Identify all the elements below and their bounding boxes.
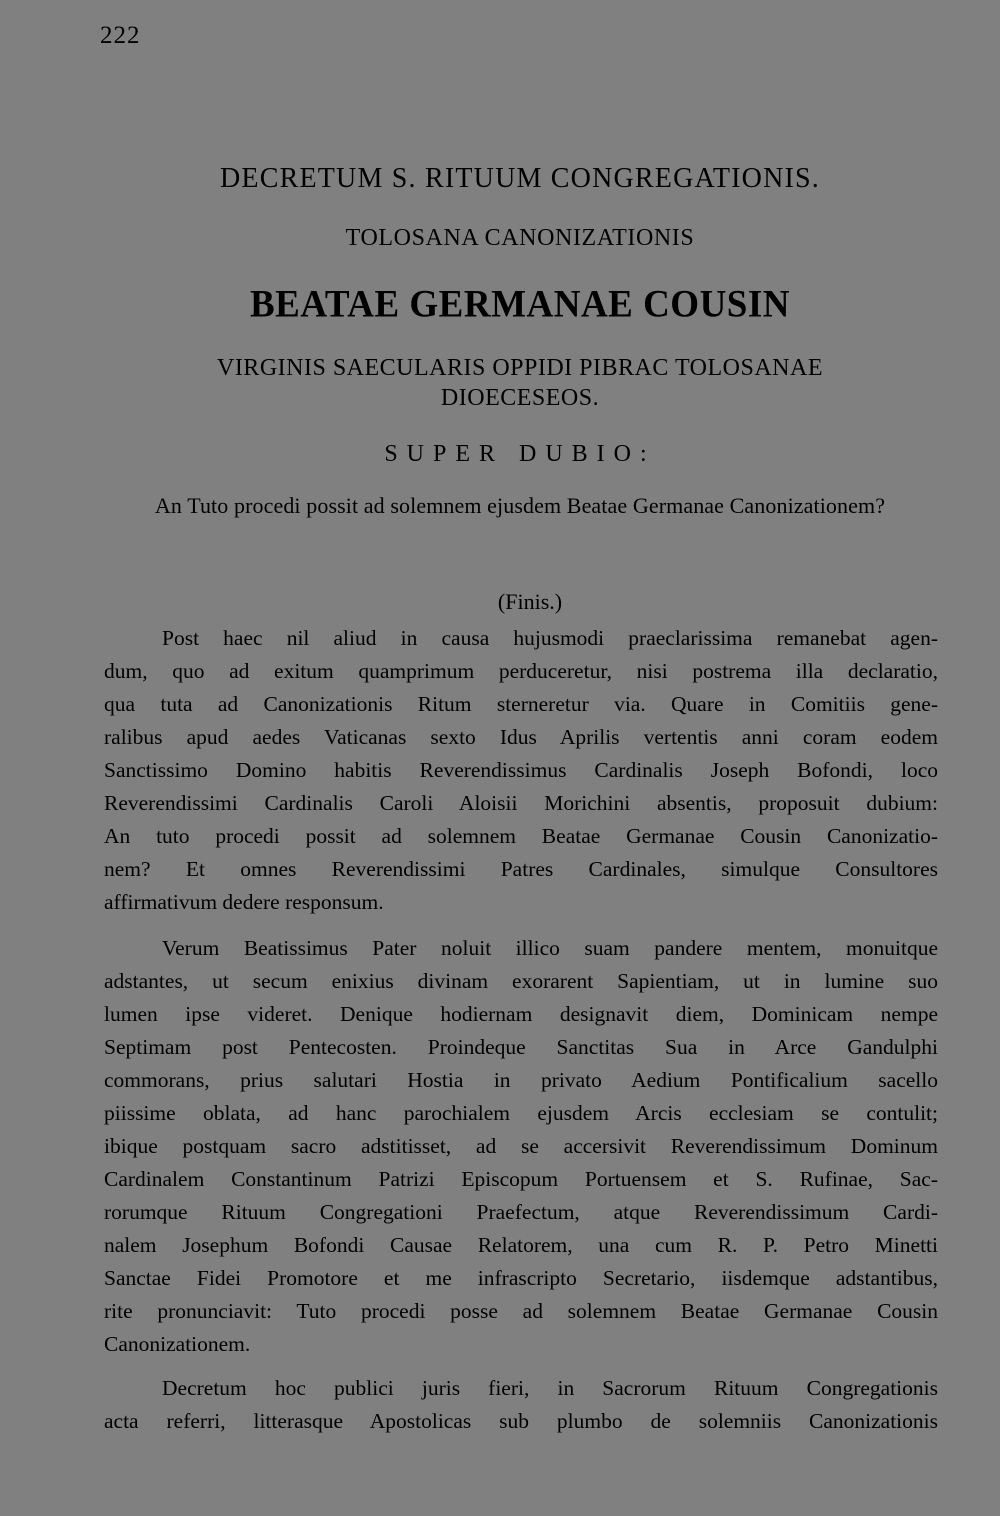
dubium-question: An Tuto procedi possit ad solemnem ejusdem Beatae Germanae Canonizationem? (154, 493, 886, 518)
paragraph-3 (104, 1372, 938, 1438)
paragraph-line: commorans, prius salutari Hostia in privato Aedium Pontificalium sacello (104, 1068, 938, 1092)
paragraph-line: nem? Et omnes Reverendissimi Patres Cardinales, simulque Consultores (104, 857, 938, 881)
paragraph-line: rorumque Rituum Congregationi Praefectum, atque Reverendissimum Cardi- (104, 1200, 938, 1224)
page-number: 222 (100, 22, 141, 49)
paragraph-line: adstantes, ut secum enixius divinam exorarent Sapientiam, ut in lumine suo (104, 969, 938, 993)
paragraph-line: Reverendissimi Cardinalis Caroli Aloisii Morichini absentis, proposuit dubium: (104, 791, 938, 815)
paragraph-line: qua tuta ad Canonizationis Ritum sterneretur via. Quare in Comitiis gene- (104, 692, 938, 716)
paragraph-1 (104, 622, 938, 919)
paragraph-line: lumen ipse videret. Denique hodiernam designavit diem, Dominicam nempe (104, 1002, 938, 1026)
super-dubio-heading: SUPER DUBIO: (384, 441, 656, 467)
paragraph-line: piissime oblata, ad hanc parochialem ejusdem Arcis ecclesiam se contulit; (104, 1101, 938, 1125)
paragraph-line: An tuto procedi possit ad solemnem Beatae Germanae Cousin Canonizatio- (104, 824, 938, 848)
paragraph-line: affirmativum dedere responsum. (104, 890, 384, 914)
paragraph-line: ralibus apud aedes Vaticanas sexto Idus Aprilis vertentis anni coram eodem (104, 725, 938, 749)
paragraph-line: Sanctae Fidei Promotore et me infrascripto Secretario, iisdemque adstantibus, (104, 1266, 938, 1290)
paragraph-line: dum, quo ad exitum quamprimum perduceretur, nisi postrema illa declaratio, (104, 659, 938, 683)
paragraph-line: ibique postquam sacro adstitisset, ad se accersivit Reverendissimum Dominum (104, 1134, 938, 1158)
paragraph-line: Septimam post Pentecosten. Proindeque Sanctitas Sua in Arce Gandulphi (104, 1035, 938, 1059)
paragraph-line: Cardinalem Constantinum Patrizi Episcopum Portuensem et S. Rufinae, Sac- (104, 1167, 938, 1191)
virgin-description-line-2: DIOECESEOS. (440, 385, 600, 411)
finis-label: (Finis.) (497, 589, 563, 614)
decree-title: DECRETUM S. RITUUM CONGREGATIONIS. (219, 163, 821, 194)
paragraph-line: Verum Beatissimus Pater noluit illico suam pandere mentem, monuitque (162, 936, 938, 960)
virgin-description (160, 353, 880, 413)
paragraph-line: rite pronunciavit: Tuto procedi posse ad solemnem Beatae Germanae Cousin (104, 1299, 938, 1323)
paragraph-line: Post haec nil aliud in causa hujusmodi praeclarissima remanebat agen- (162, 626, 938, 650)
beata-name-heading: BEATAE GERMANAE COUSIN (249, 282, 791, 327)
paragraph-line: Canonizationem. (104, 1332, 251, 1356)
virgin-description-line-1: VIRGINIS SAECULARIS OPPIDI PIBRAC TOLOSANAE (216, 355, 823, 381)
paragraph-line: Decretum hoc publici juris fieri, in Sacrorum Rituum Congregationis (162, 1376, 938, 1400)
paragraph-2 (104, 932, 938, 1361)
paragraph-line: acta referri, litterasque Apostolicas sub plumbo de solemniis Canonizationis (104, 1409, 938, 1433)
paragraph-line: Sanctissimo Domino habitis Reverendissimus Cardinalis Joseph Bofondi, loco (104, 758, 938, 782)
cause-title: TOLOSANA CANONIZATIONIS (345, 225, 695, 251)
paragraph-line: nalem Josephum Bofondi Causae Relatorem, una cum R. P. Petro Minetti (104, 1233, 938, 1257)
